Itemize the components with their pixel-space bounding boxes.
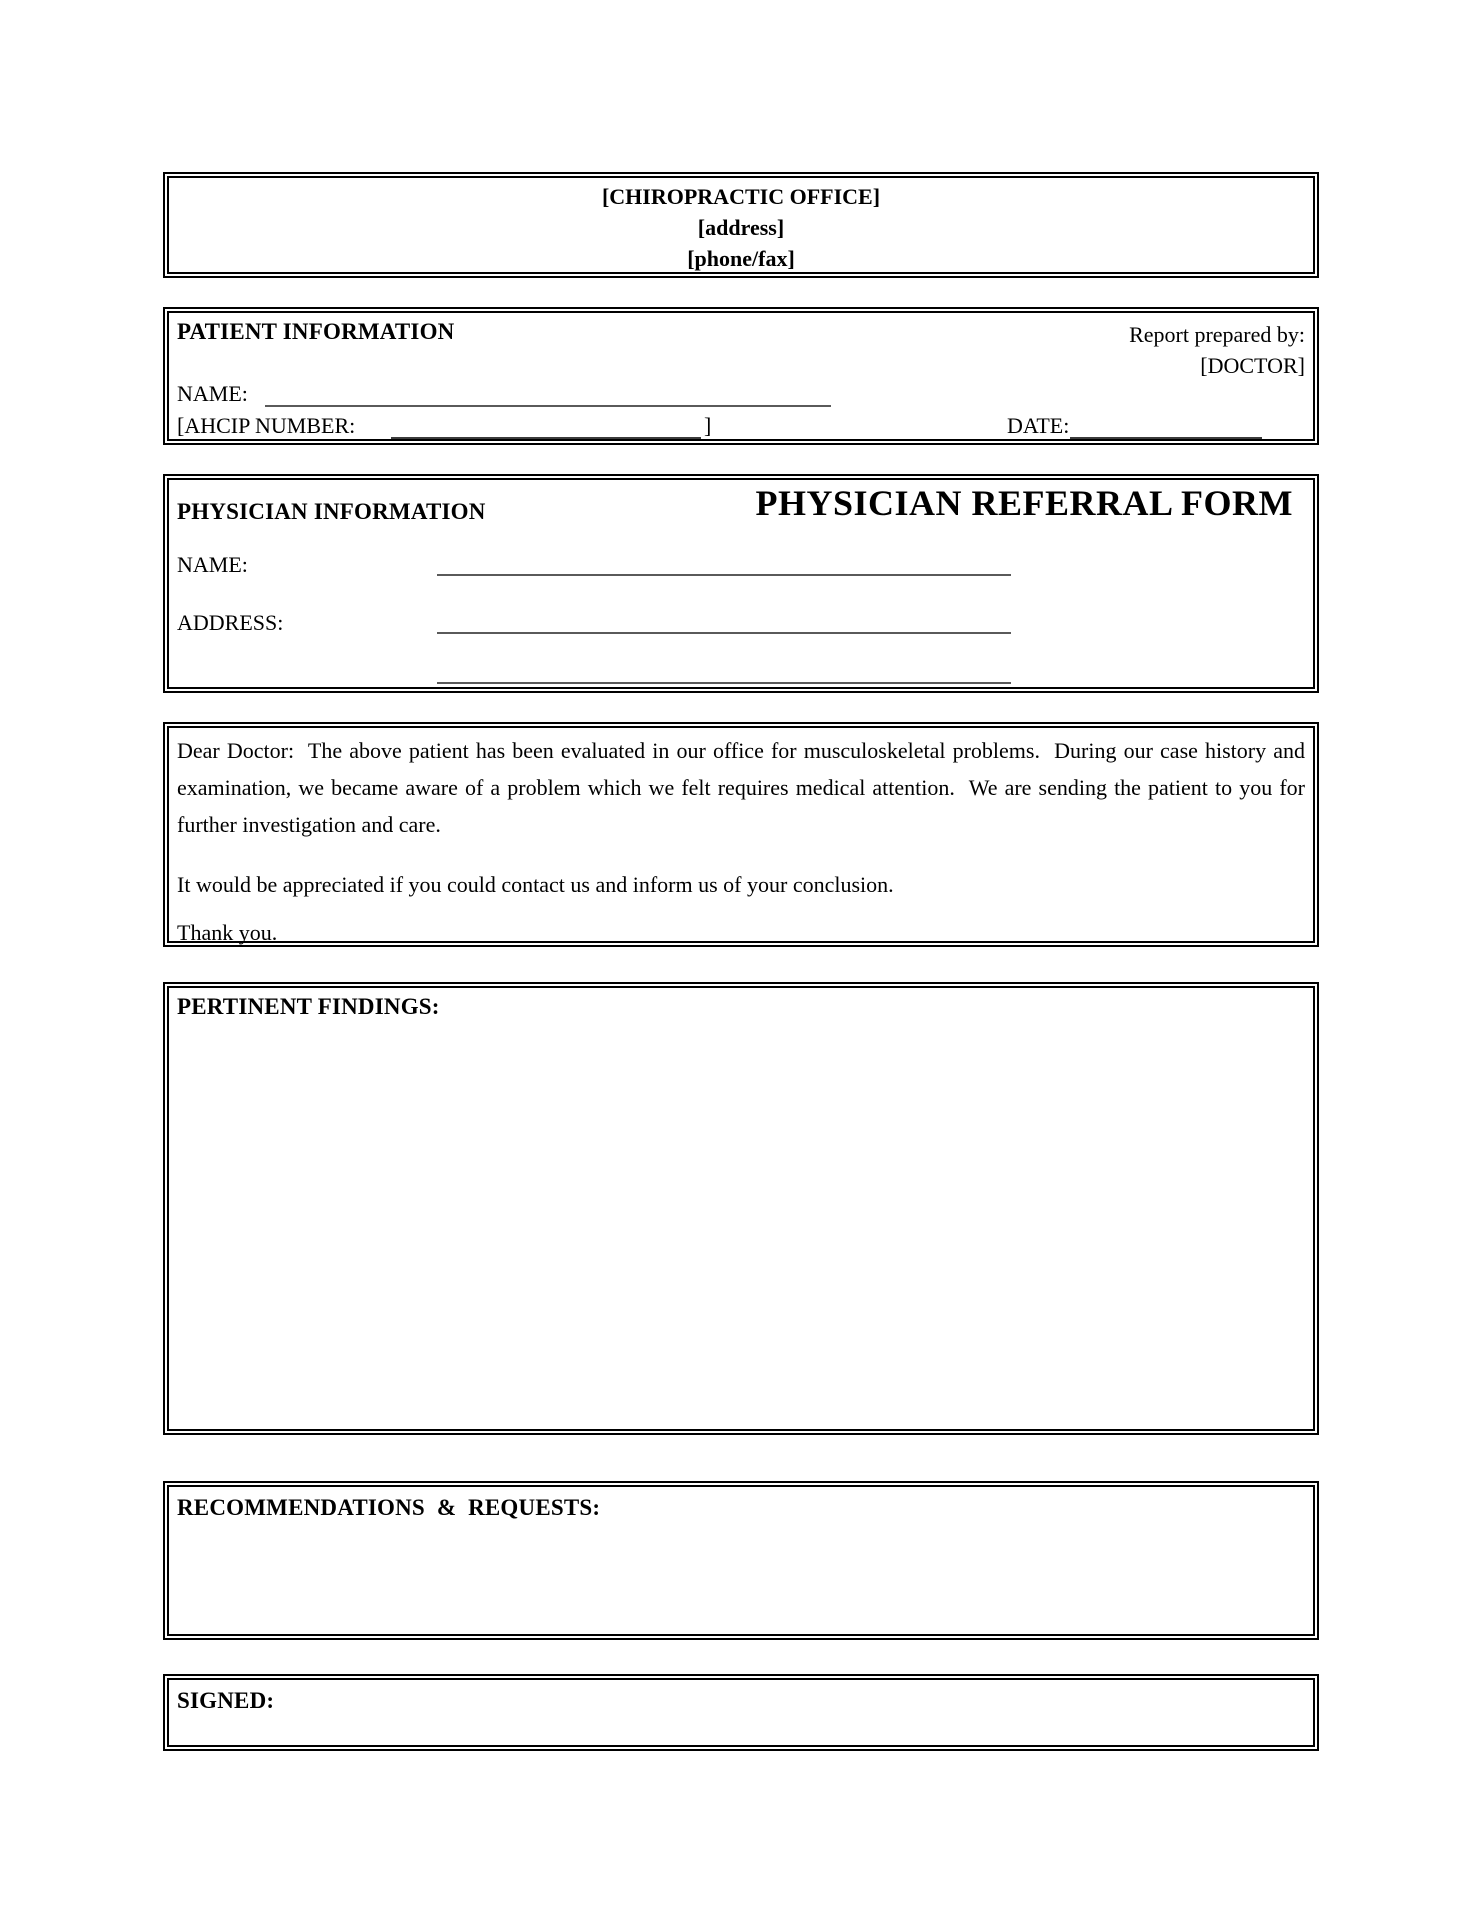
letter-paragraph-2: It would be appreciated if you could contact us and inform us of your conclusion.	[177, 872, 894, 897]
ahcip-bracket-close: ]	[704, 413, 712, 438]
physician-name-line	[437, 552, 1011, 576]
pertinent-findings-box	[163, 982, 1319, 1435]
doctor-placeholder: [DOCTOR]	[1200, 353, 1305, 378]
physician-info-title: PHYSICIAN INFORMATION	[177, 499, 486, 524]
patient-name-label: NAME:	[177, 381, 248, 406]
office-phone-fax: [phone/fax]	[687, 246, 795, 271]
date-line	[1070, 415, 1262, 439]
physician-info-box	[163, 474, 1319, 693]
physician-address-label: ADDRESS:	[177, 610, 284, 635]
signed-box	[163, 1674, 1319, 1751]
physician-info-box-inner	[167, 478, 1315, 689]
physician-address-line	[437, 610, 1011, 634]
signed-box-inner	[167, 1678, 1315, 1747]
office-header-lines	[169, 181, 1313, 274]
physician-name-label: NAME:	[177, 552, 248, 577]
office-header-box-inner	[167, 176, 1315, 274]
recommendations-box-inner	[167, 1485, 1315, 1636]
recommendations-box	[163, 1481, 1319, 1640]
ahcip-line	[391, 415, 701, 439]
pertinent-findings-box-inner	[167, 986, 1315, 1431]
signed-title: SIGNED:	[177, 1688, 275, 1713]
ahcip-label: [AHCIP NUMBER:	[177, 413, 356, 438]
physician-address-line-2	[437, 660, 1011, 684]
office-header-box	[163, 172, 1319, 278]
recommendations-title: RECOMMENDATIONS & REQUESTS:	[177, 1495, 601, 1520]
office-name: [CHIROPRACTIC OFFICE]	[601, 184, 881, 209]
referral-letter-box-inner	[167, 726, 1315, 943]
date-label: DATE:	[1007, 413, 1070, 438]
patient-info-title: PATIENT INFORMATION	[177, 319, 455, 344]
report-prepared-by-label: Report prepared by:	[1129, 322, 1305, 347]
office-address: [address]	[697, 215, 785, 240]
letter-paragraph-1: Dear Doctor: The above patient has been evaluated in our office for musculoskeletal problems. During our case history and examination, we became aware of a problem which we felt requires medical attention. We are sending the patient to you for further investigation and care.	[177, 738, 1311, 837]
patient-info-box	[163, 307, 1319, 445]
form-title: PHYSICIAN REFERRAL FORM	[755, 483, 1293, 523]
patient-info-box-inner	[167, 311, 1315, 441]
referral-letter-box	[163, 722, 1319, 947]
pertinent-findings-title: PERTINENT FINDINGS:	[177, 994, 440, 1019]
letter-closing: Thank you.	[177, 920, 278, 945]
report-prepared-block	[1129, 319, 1305, 381]
patient-name-line	[265, 383, 831, 407]
